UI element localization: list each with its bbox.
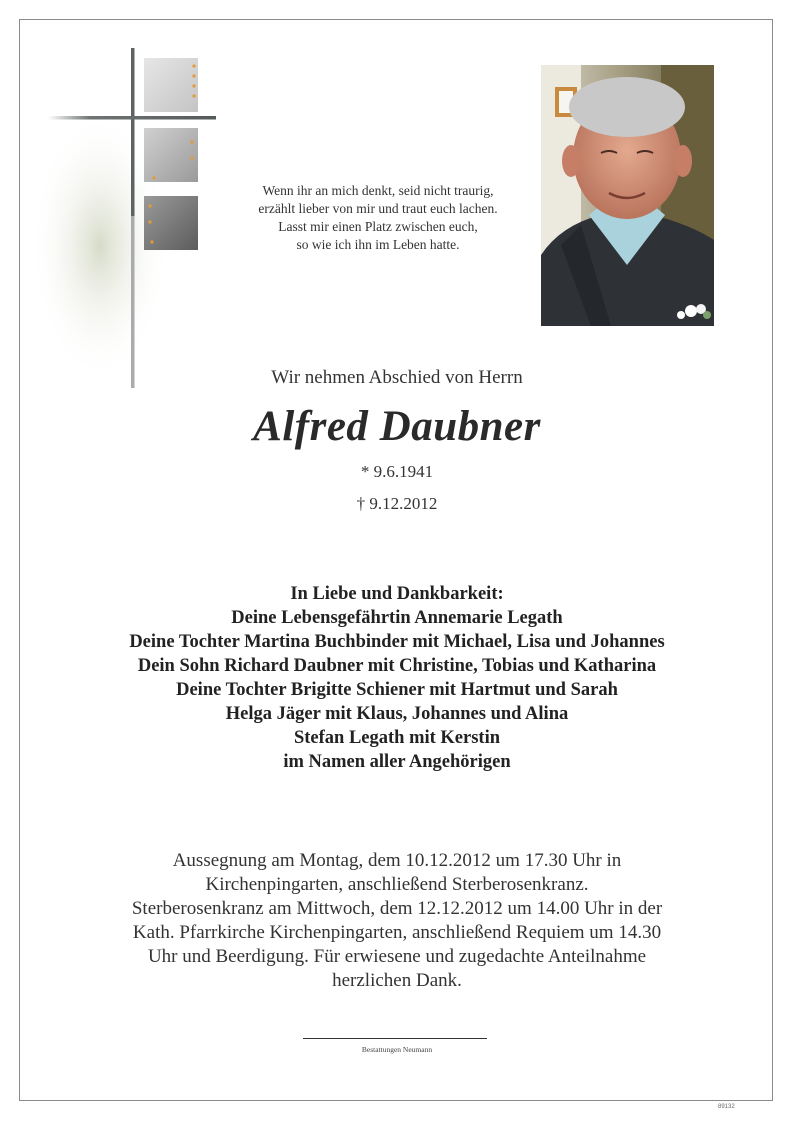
poem-line: so wie ich ihn im Leben hatte. xyxy=(296,237,460,252)
portrait-photo xyxy=(541,65,714,326)
family-line: Deine Tochter Brigitte Schiener mit Hartmut und Sarah xyxy=(176,680,618,700)
service-line: herzlichen Dank. xyxy=(332,970,462,991)
service-line: Uhr und Beerdigung. Für erwiesene und zugedachte Anteilnahme xyxy=(147,946,647,967)
farewell-intro: Wir nehmen Abschied von Herrn xyxy=(271,367,523,388)
service-line: Kirchenpingarten, anschließend Sterberosenkranz. xyxy=(205,874,589,895)
poem-line: Wenn ihr an mich denkt, seid nicht traurig, xyxy=(262,183,494,198)
deceased-name: Alfred Daubner xyxy=(253,403,541,450)
cross-icon xyxy=(28,46,228,391)
family-line: Deine Lebensgefährtin Annemarie Legath xyxy=(231,608,563,628)
service-line: Sterberosenkranz am Mittwoch, dem 12.12.2012 um 14.00 Uhr in der xyxy=(131,898,663,919)
family-line: Stefan Legath mit Kerstin xyxy=(293,728,501,748)
family-line: In Liebe und Dankbarkeit: xyxy=(290,584,504,604)
service-line: Aussegnung am Montag, dem 10.12.2012 um 17.30 Uhr in xyxy=(172,850,622,871)
divider xyxy=(303,1038,487,1039)
service-line: Kath. Pfarrkirche Kirchenpingarten, anschließend Requiem um 14.30 xyxy=(132,922,662,943)
family-line: Helga Jäger mit Klaus, Johannes und Alina xyxy=(225,704,569,724)
death-date: † 9.12.2012 xyxy=(356,494,438,513)
service-info xyxy=(60,849,734,993)
poem xyxy=(228,182,528,254)
poem-line: Lasst mir einen Platz zwischen euch, xyxy=(278,219,478,234)
family-list xyxy=(0,582,794,774)
poem-line: erzählt lieber von mir und traut euch lachen. xyxy=(258,201,498,216)
family-line: Dein Sohn Richard Daubner mit Christine, Tobias und Katharina xyxy=(137,656,657,676)
family-line: im Namen aller Angehörigen xyxy=(283,752,511,772)
undertaker-name: Bestattungen Neumann xyxy=(361,1045,433,1054)
birth-date: * 9.6.1941 xyxy=(360,462,434,481)
family-line: Deine Tochter Martina Buchbinder mit Michael, Lisa und Johannes xyxy=(129,632,665,652)
document-code: 89132 xyxy=(718,1104,735,1110)
